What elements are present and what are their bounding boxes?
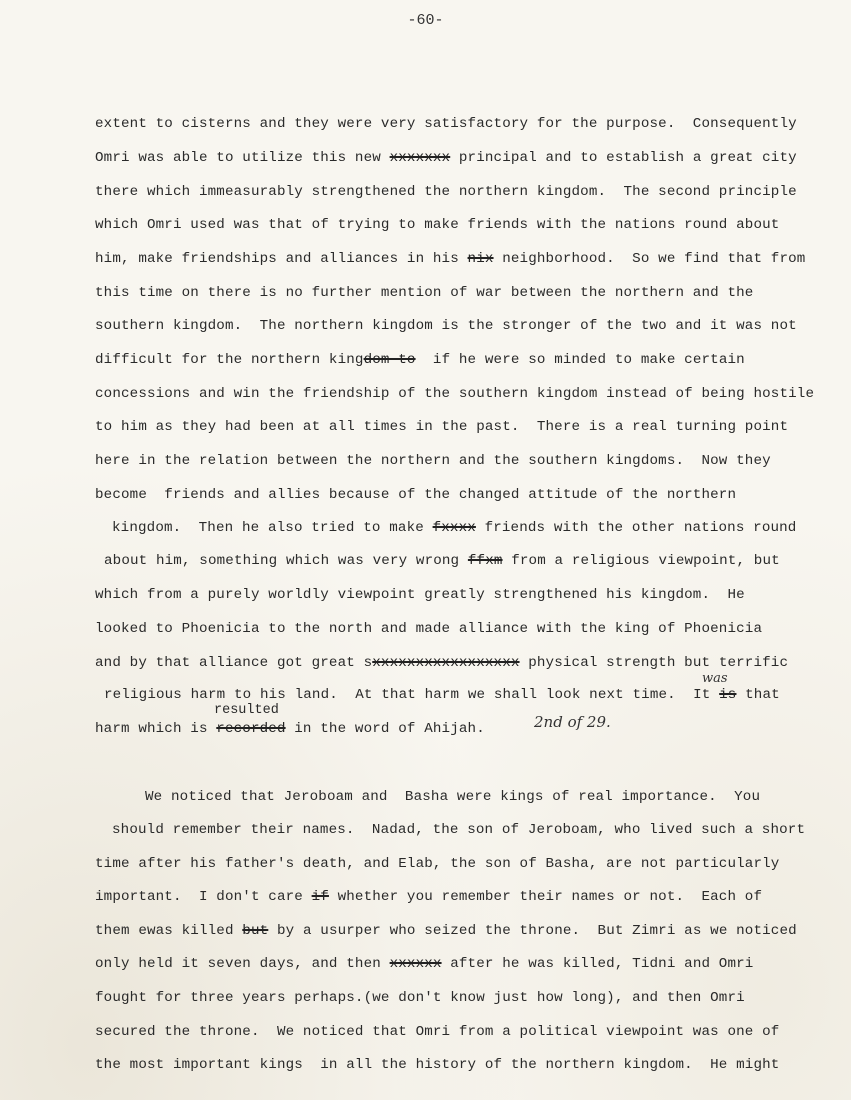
strikeout: but [242, 923, 269, 939]
p1-line-12: become friends and allies because of the changed attitude of the northern [95, 487, 737, 503]
p1-line-17: and by that alliance got great sxxxxxxxxxxxxxxxxx physical strength but terrific [95, 655, 789, 671]
p2-line-6: only held it seven days, and then xxxxxx after he was killed, Tidni and Omri [95, 956, 754, 972]
p1-line-13: kingdom. Then he also tried to make fxxxx friends with the other nations round [112, 520, 797, 536]
insertion-resulted: resulted [214, 703, 279, 718]
strikeout: xxxxxx [389, 956, 442, 972]
p2-line-1: We noticed that Jeroboam and Basha were kings of real importance. You [145, 789, 761, 805]
p2-line-8: secured the throne. We noticed that Omri from a political viewpoint was one of [95, 1024, 780, 1040]
strikeout: fxxxx [432, 520, 476, 536]
p1-line-18: religious harm to his land. At that harm we shall look next time. It is that [104, 687, 780, 703]
p1-line-3: there which immeasurably strengthened the northern kingdom. The second principle [95, 184, 797, 200]
strikeout: dom to [363, 352, 416, 368]
p1-line-16: looked to Phoenicia to the north and made alliance with the king of Phoenicia [95, 621, 763, 637]
strikeout: if [311, 889, 329, 905]
strikeout: is [719, 687, 737, 703]
strikeout: recorded [216, 721, 286, 737]
p2-line-7: fought for three years perhaps.(we don't know just how long), and then Omri [95, 990, 745, 1006]
strikeout: nix [467, 251, 494, 267]
p1-line-10: to him as they had been at all times in the past. There is a real turning point [95, 419, 789, 435]
insertion-was: was [702, 671, 728, 686]
strikeout: xxxxxxxxxxxxxxxxx [372, 655, 520, 671]
page-number: -60- [407, 12, 444, 29]
p1-line-1: extent to cisterns and they were very satisfactory for the purpose. Consequently [95, 116, 797, 132]
p1-line-11: here in the relation between the northern and the southern kingdoms. Now they [95, 453, 771, 469]
p1-line-7: southern kingdom. The northern kingdom is the stronger of the two and it was not [95, 318, 797, 334]
p2-line-5: them ewas killed but by a usurper who seized the throne. But Zimri as we noticed [95, 923, 797, 939]
p1-line-4: which Omri used was that of trying to make friends with the nations round about [95, 217, 780, 233]
p1-line-6: this time on there is no further mention of war between the northern and the [95, 285, 754, 301]
p1-line-8: difficult for the northern kingdom to if he were so minded to make certain [95, 352, 745, 368]
handwritten-note: 2nd of 29. [534, 713, 611, 731]
p1-line-14: about him, something which was very wrong ffxm from a religious viewpoint, but [104, 553, 780, 569]
strikeout: xxxxxxx [389, 150, 451, 166]
p2-line-2: should remember their names. Nadad, the son of Jeroboam, who lived such a short [112, 822, 806, 838]
p2-line-3: time after his father's death, and Elab, the son of Basha, are not particularly [95, 856, 780, 872]
p2-line-9: the most important kings in all the history of the northern kingdom. He might [95, 1057, 780, 1073]
p1-line-19: harm which is recorded in the word of Ahijah. [95, 721, 485, 737]
p1-line-15: which from a purely worldly viewpoint greatly strengthened his kingdom. He [95, 587, 745, 603]
p1-line-2: Omri was able to utilize this new xxxxxxx principal and to establish a great city [95, 150, 797, 166]
strikeout: ffxm [467, 553, 503, 569]
p1-line-5: him, make friendships and alliances in his nix neighborhood. So we find that from [95, 251, 806, 267]
p1-line-9: concessions and win the friendship of the southern kingdom instead of being hostile [95, 386, 815, 402]
p2-line-4: important. I don't care if whether you remember their names or not. Each of [95, 889, 763, 905]
